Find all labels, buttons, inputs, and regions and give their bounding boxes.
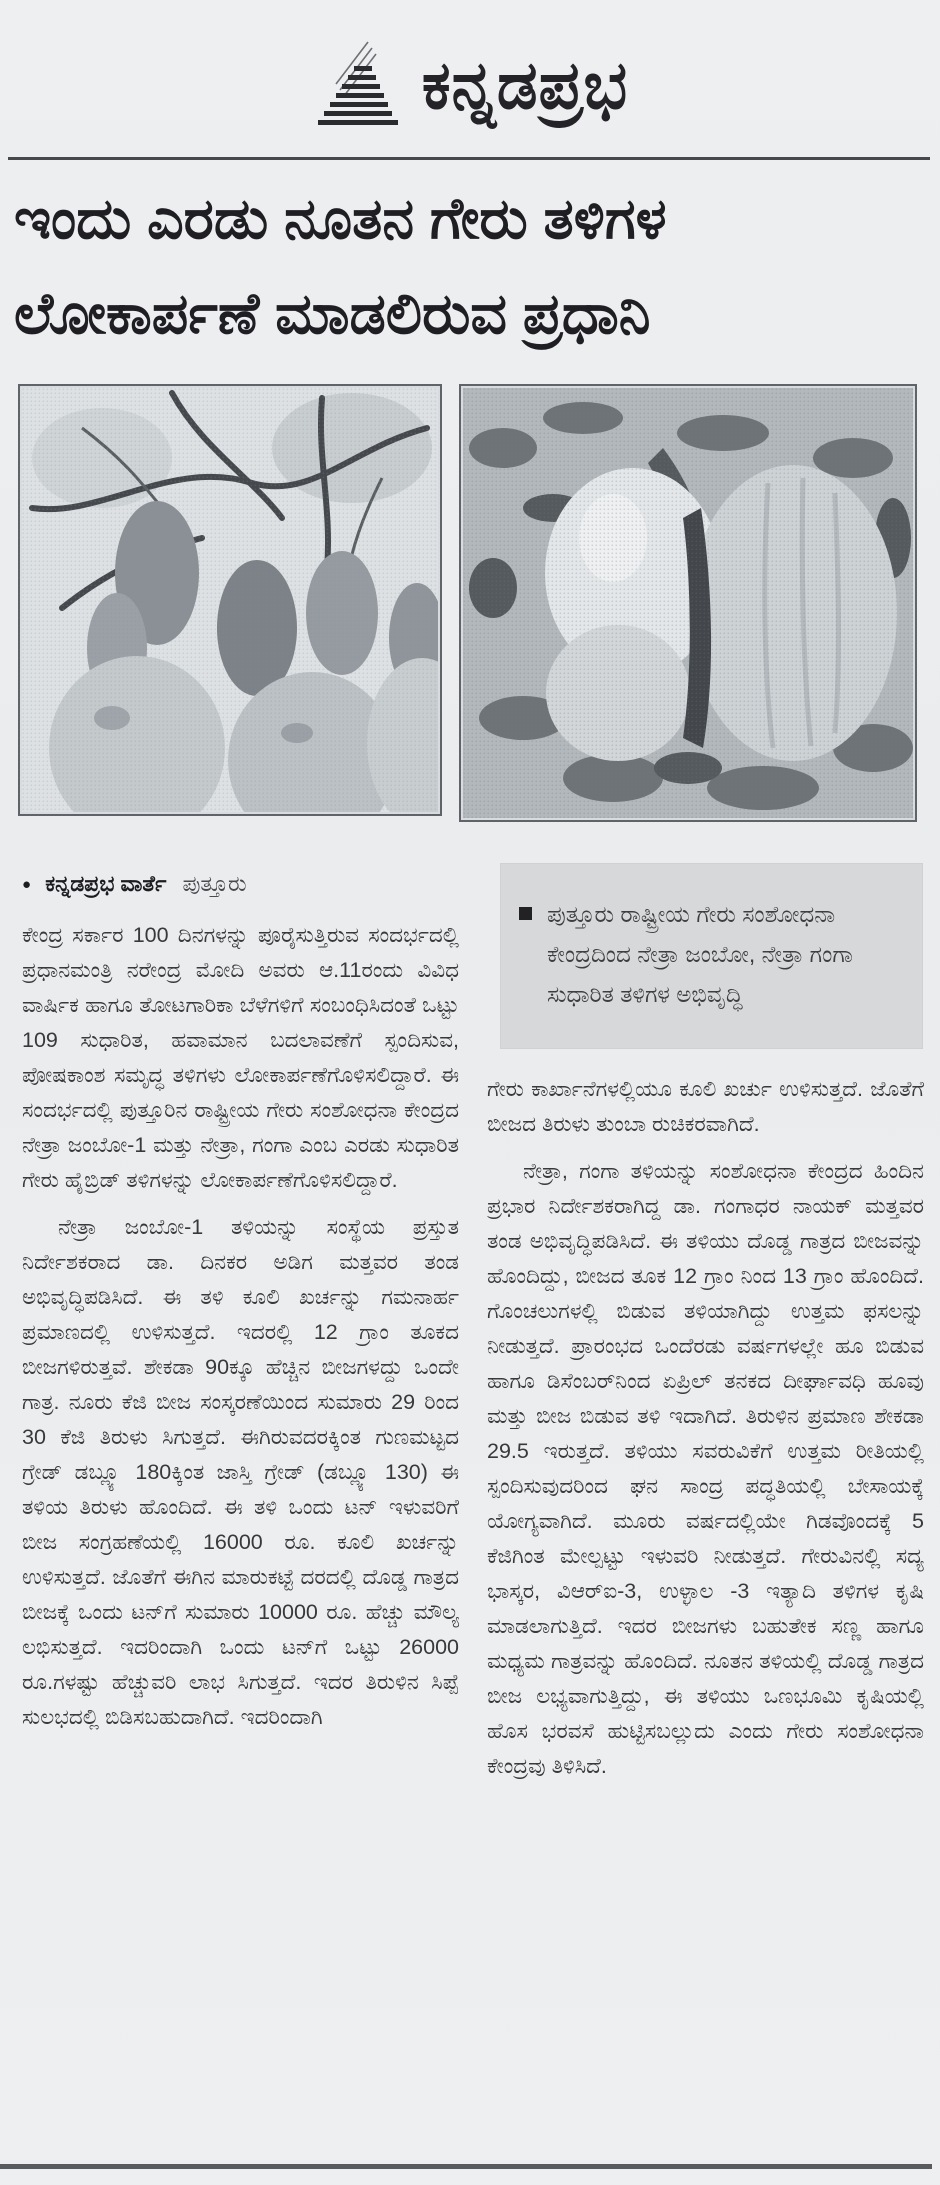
newspaper-title: ಕನ್ನಡಪ್ರಭ — [421, 47, 629, 123]
byline-agency: ಕನ್ನಡಪ್ರಭ ವಾರ್ತೆ — [45, 871, 167, 896]
highlight-box-text: ಪುತ್ತೂರು ರಾಷ್ಟ್ರೀಯ ಗೇರು ಸಂಶೋಧನಾ ಕೇಂದ್ರದಿಂದ ನೇತ್ರಾ ಜಂಬೋ, ನೇತ್ರಾ ಗಂಗಾ ಸುಧಾರಿತ ತಳಿಗಳ ಅಭಿವೃದ್ಧಿ — [547, 901, 853, 1007]
masthead — [8, 0, 930, 160]
headline-line-2: ಲೋಕಾರ್ಪಣೆ ಮಾಡಲಿರುವ ಪ್ರಧಾನಿ — [14, 282, 651, 346]
cashew-fruits-on-tree-photo — [18, 384, 442, 816]
paragraph: ನೇತ್ರಾ, ಗಂಗಾ ತಳಿಯನ್ನು ಸಂಶೋಧನಾ ಕೇಂದ್ರದ ಹಿಂದಿನ ಪ್ರಭಾರ ನಿರ್ದೇಶಕರಾಗಿದ್ದ ಡಾ. ಗಂಗಾಧರ ನಾಯಕ್ ಮತ್ತವರ ತಂಡ ಅಭಿವೃದ್ಧಿಪಡಿಸಿದೆ. ಈ ತಳಿಯು ದೊಡ್ಡ ಗಾತ್ರದ ಬೀಜವನ್ನು ಹೊಂದಿದ್ದು, ಬೀಜದ ತೂಕ 12 ಗ್ರಾಂ ನಿಂದ 13 ಗ್ರಾಂ ಹೊಂದಿದೆ. ಗೊಂಚಲುಗಳಲ್ಲಿ ಬಿಡುವ ತಳಿಯಾಗಿದ್ದು ಉತ್ತಮ ಫಸಲನ್ನು ನೀಡುತ್ತದೆ. ಪ್ರಾರಂಭದ ಒಂದೆರಡು ವರ್ಷಗಳಲ್ಲೇ ಹೂ ಬಿಡುವ ಹಾಗೂ ಡಿಸೆಂಬರ್‌ನಿಂದ ಏಪ್ರಿಲ್ ತನಕದ ದೀರ್ಘಾವಧಿ ಹೂವು ಮತ್ತು ಬೀಜ ಬಿಡುವ ತಳಿ ಇದಾಗಿದೆ. ತಿರುಳಿನ ಪ್ರಮಾಣ ಶೇಕಡಾ 29.5 ಇರುತ್ತದೆ. ತಳಿಯು ಸವರುವಿಕೆಗೆ ಉತ್ತಮ ರೀತಿಯಲ್ಲಿ ಸ್ಪಂದಿಸುವುದರಿಂದ ಘನ ಸಾಂದ್ರ ಪದ್ಧತಿಯಲ್ಲಿ ಬೇಸಾಯಕ್ಕೆ ಯೋಗ್ಯವಾಗಿದೆ. ಮೂರು ವರ್ಷದಲ್ಲಿಯೇ ಗಿಡವೊಂದಕ್ಕೆ 5 ಕೆಜಿಗಿಂತ ಮೇಲ್ಪಟ್ಟು ಇಳುವರಿ ನೀಡುತ್ತದೆ. ಗೇರುವಿನಲ್ಲಿ ಸದ್ಯ ಭಾಸ್ಕರ, ವಿಆರ್‌ಐ-3, ಉಳ್ಳಾಲ -3 ಇತ್ಯಾದಿ ತಳಿಗಳ ಕೃಷಿ ಮಾಡಲಾಗುತ್ತಿದೆ. ಇದರ ಬೀಜಗಳು ಬಹುತೇಕ ಸಣ್ಣ ಹಾಗೂ ಮಧ್ಯಮ ಗಾತ್ರವನ್ನು ಹೊಂದಿದೆ. ನೂತನ ತಳಿಯಲ್ಲಿ ದೊಡ್ಡ ಗಾತ್ರದ ಬೀಜ ಲಭ್ಯವಾಗುತ್ತಿದ್ದು, ಈ ತಳಿಯು ಒಣಭೂಮಿ ಕೃಷಿಯಲ್ಲಿ ಹೊಸ ಭರವಸೆ ಹುಟ್ಟಿಸಬಲ್ಲುದು ಎಂದು ಗೇರು ಸಂಶೋಧನಾ ಕೇಂದ್ರವು ತಿಳಿಸಿದೆ. — [487, 1159, 924, 1778]
right-column — [487, 852, 924, 2142]
paragraph: ಕೇಂದ್ರ ಸರ್ಕಾರ 100 ದಿನಗಳನ್ನು ಪೂರೈಸುತ್ತಿರುವ ಸಂದರ್ಭದಲ್ಲಿ ಪ್ರಧಾನಮಂತ್ರಿ ನರೇಂದ್ರ ಮೋದಿ ಅವರು ಆ.11ರಂದು ವಿವಿಧ ವಾರ್ಷಿಕ ಹಾಗೂ ತೋಟಗಾರಿಕಾ ಬೆಳೆಗಳಿಗೆ ಸಂಬಂಧಿಸಿದಂತೆ ಒಟ್ಟು 109 ಸುಧಾರಿತ, ಹವಾಮಾನ ಬದಲಾವಣೆಗೆ ಸ್ಪಂದಿಸುವ, ಪೋಷಕಾಂಶ ಸಮೃದ್ಧ ತಳಿಗಳು ಲೋಕಾರ್ಪಣೆಗೊಳಿಸಲಿದ್ದಾರೆ. ಈ ಸಂದರ್ಭದಲ್ಲಿ ಪುತ್ತೂರಿನ ರಾಷ್ಟ್ರೀಯ ಗೇರು ಸಂಶೋಧನಾ ಕೇಂದ್ರದ ನೇತ್ರಾ ಜಂಬೋ-1 ಮತ್ತು ನೇತ್ರಾ, ಗಂಗಾ ಎಂಬ ಎರಡು ಸುಧಾರಿತ ಗೇರು ಹೈಬ್ರಿಡ್ ತಳಿಗಳನ್ನು ಲೋಕಾರ್ಪಣೆಗೊಳಿಸಲಿದ್ದಾರೆ. — [22, 923, 459, 1192]
byline — [22, 866, 459, 902]
byline-bullet-icon: ● — [22, 876, 32, 893]
article-headline — [14, 172, 926, 377]
paragraph: ಗೇರು ಕಾರ್ಖಾನೆಗಳಲ್ಲಿಯೂ ಕೂಲಿ ಖರ್ಚು ಉಳಿಸುತ್ತದೆ. ಜೊತೆಗೆ ಬೀಜದ ತಿರುಳು ತುಂಬಾ ರುಚಿಕರವಾಗಿದೆ. — [487, 1077, 924, 1136]
headline-line-1: ಇಂದು ಎರಡು ನೂತನ ಗೇರು ತಳಿಗಳ — [14, 187, 667, 251]
kannada-prabha-stripes-logo-icon — [310, 40, 406, 132]
cashew-apples-closeup-photo — [459, 384, 917, 822]
highlight-box — [501, 864, 922, 1048]
bottom-divider-rule — [0, 2164, 932, 2169]
photo-row — [18, 384, 930, 822]
paragraph: ನೇತ್ರಾ ಜಂಬೋ-1 ತಳಿಯನ್ನು ಸಂಸ್ಥೆಯ ಪ್ರಸ್ತುತ ನಿರ್ದೇಶಕರಾದ ಡಾ. ದಿನಕರ ಅಡಿಗ ಮತ್ತವರ ತಂಡ ಅಭಿವೃದ್ಧಿಪಡಿಸಿದೆ. ಈ ತಳಿ ಕೂಲಿ ಖರ್ಚನ್ನು ಗಮನಾರ್ಹ ಪ್ರಮಾಣದಲ್ಲಿ ಉಳಿಸುತ್ತದೆ. ಇದರಲ್ಲಿ 12 ಗ್ರಾಂ ತೂಕದ ಬೀಜಗಳಿರುತ್ತವೆ. ಶೇಕಡಾ 90ಕ್ಕೂ ಹೆಚ್ಚಿನ ಬೀಜಗಳದ್ದು ಒಂದೇ ಗಾತ್ರ. ನೂರು ಕೆಜಿ ಬೀಜ ಸಂಸ್ಕರಣೆಯಿಂದ ಸುಮಾರು 29 ರಿಂದ 30 ಕೆಜಿ ತಿರುಳು ಸಿಗುತ್ತದೆ. ಈಗಿರುವದರಕ್ಕಿಂತ ಗುಣಮಟ್ಟದ ಗ್ರೇಡ್ ಡಬ್ಲ್ಯೂ 180ಕ್ಕಿಂತ ಜಾಸ್ತಿ ಗ್ರೇಡ್ (ಡಬ್ಲ್ಯೂ 130) ಈ ತಳಿಯ ತಿರುಳು ಹೊಂದಿದೆ. ಈ ತಳಿ ಒಂದು ಟನ್ ಇಳುವರಿಗೆ ಬೀಜ ಸಂಗ್ರಹಣೆಯಲ್ಲಿ 16000 ರೂ. ಕೂಲಿ ಖರ್ಚನ್ನು ಉಳಿಸುತ್ತದೆ. ಜೊತೆಗೆ ಈಗಿನ ಮಾರುಕಟ್ಟೆ ದರದಲ್ಲಿ ದೊಡ್ಡ ಗಾತ್ರದ ಬೀಜಕ್ಕೆ ಒಂದು ಟನ್‌ಗೆ ಸುಮಾರು 10000 ರೂ. ಹೆಚ್ಚು ಮೌಲ್ಯ ಲಭಿಸುತ್ತದೆ. ಇದರಿಂದಾಗಿ ಒಂದು ಟನ್‌ಗೆ ಒಟ್ಟು 26000 ರೂ.ಗಳಷ್ಟು ಹೆಚ್ಚುವರಿ ಲಾಭ ಸಿಗುತ್ತದೆ. ಇದರ ತಿರುಳಿನ ಸಿಪ್ಪೆ ಸುಲಭದಲ್ಲಿ ಬಿಡಿಸಬಹುದಾಗಿದೆ. ಇದರಿಂದಾಗಿ — [22, 1215, 459, 1729]
article-body — [22, 852, 924, 2142]
byline-place: ಪುತ್ತೂರು — [182, 871, 247, 896]
square-bullet-icon — [519, 907, 532, 920]
left-column — [22, 852, 459, 2142]
